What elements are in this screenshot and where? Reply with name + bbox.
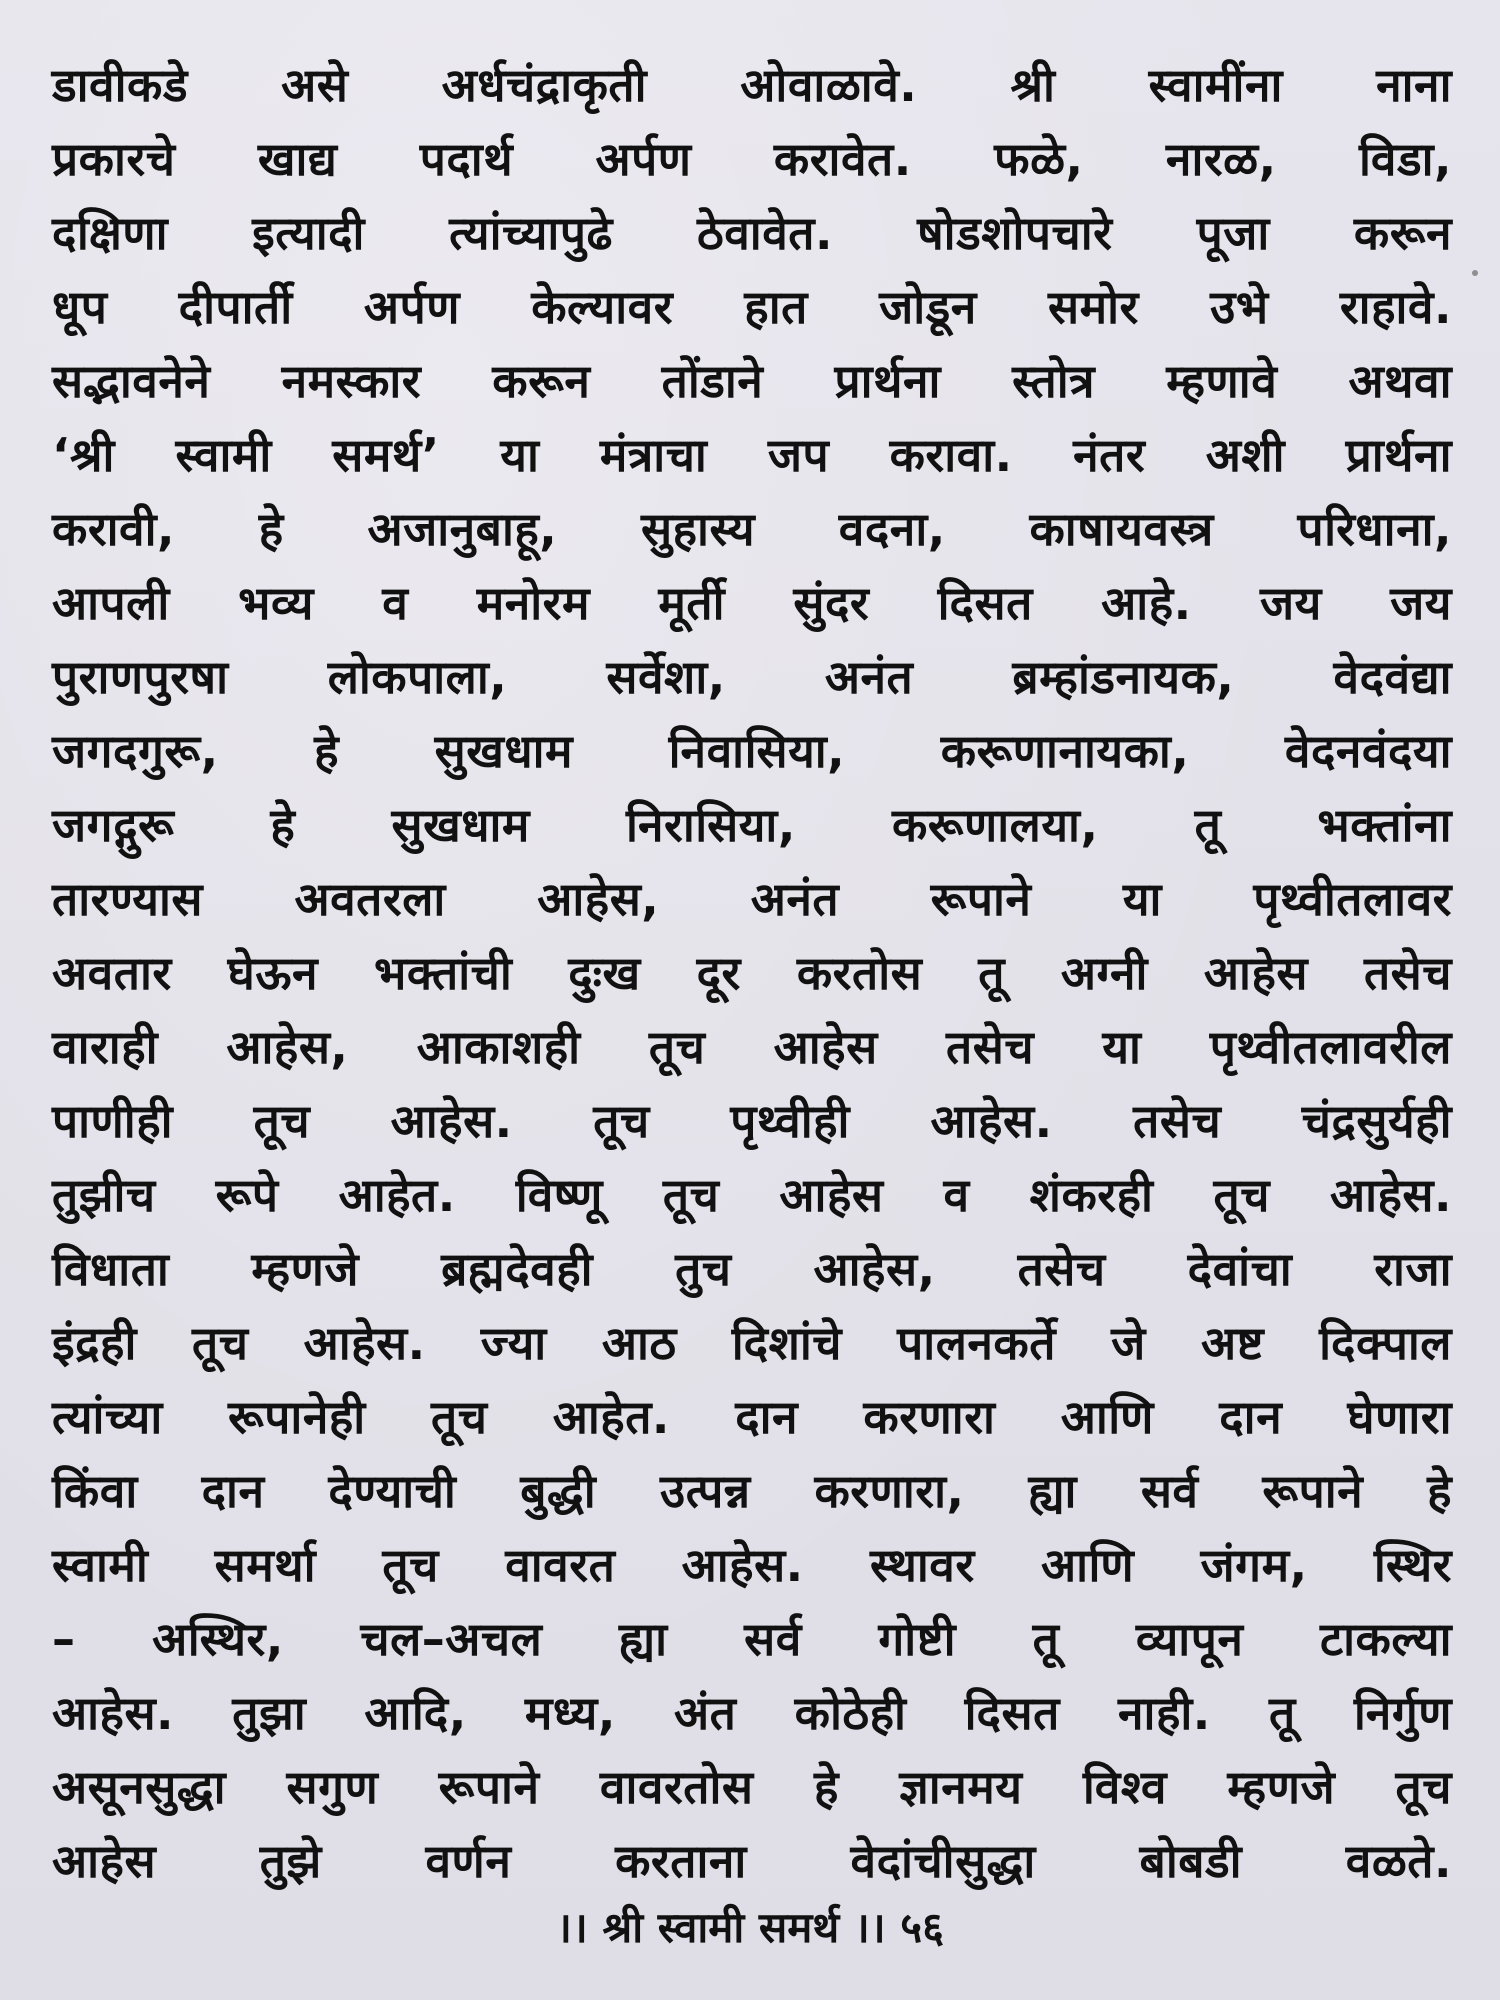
text-line: डावीकडे असे अर्धचंद्राकृती ओवाळावे. श्री स्वामींना नाना	[52, 58, 1452, 112]
text-line: वाराही आहेस, आकाशही तूच आहेस तसेच या पृथ्वीतलावरील	[52, 1020, 1452, 1074]
text-line: इंद्रही तूच आहेस. ज्या आठ दिशांचे पालनकर्ते जे अष्ट दिक्पाल	[52, 1316, 1452, 1370]
text-line: जगदगुरू, हे सुखधाम निवासिया, करूणानायका, वेदनवंदया	[52, 724, 1452, 778]
text-line: स्वामी समर्था तूच वावरत आहेस. स्थावर आणि जंगम, स्थिर	[52, 1538, 1452, 1592]
text-line: तुझीच रूपे आहेत. विष्णू तूच आहेस व शंकरही तूच आहेस.	[52, 1168, 1452, 1222]
text-line: आहेस तुझे वर्णन करताना वेदांचीसुद्धा बोबडी वळते.	[52, 1834, 1452, 1888]
text-line: सद्भावनेने नमस्कार करून तोंडाने प्रार्थना स्तोत्र म्हणावे अथवा	[52, 354, 1452, 408]
text-line: ‘श्री स्वामी समर्थ’ या मंत्राचा जप करावा. नंतर अशी प्रार्थना	[52, 428, 1452, 482]
text-line: पाणीही तूच आहेस. तूच पृथ्वीही आहेस. तसेच चंद्रसुर्यही	[52, 1094, 1452, 1148]
text-line: धूप दीपार्ती अर्पण केल्यावर हात जोडून समोर उभे राहावे.	[52, 280, 1452, 334]
text-line: पुराणपुरषा लोकपाला, सर्वेशा, अनंत ब्रम्हांडनायक, वेदवंद्या	[52, 650, 1452, 704]
page-footer: ।। श्री स्वामी समर्थ ।। ५६	[556, 1903, 944, 1952]
text-line: जगद्गुरू हे सुखधाम निरासिया, करूणालया, तू भक्तांना	[52, 798, 1452, 852]
text-line: प्रकारचे खाद्य पदार्थ अर्पण करावेत. फळे, नारळ, विडा,	[52, 132, 1452, 186]
text-line: आहेस. तुझा आदि, मध्य, अंत कोठेही दिसत नाही. तू निर्गुण	[52, 1686, 1452, 1740]
text-line: तारण्यास अवतरला आहेस, अनंत रूपाने या पृथ्वीतलावर	[52, 872, 1452, 926]
print-speck	[1472, 270, 1478, 276]
text-line: असूनसुद्धा सगुण रूपाने वावरतोस हे ज्ञानमय विश्व म्हणजे तूच	[52, 1760, 1452, 1814]
text-line: करावी, हे अजानुबाहू, सुहास्य वदना, काषायवस्त्र परिधाना,	[52, 502, 1452, 556]
text-line: त्यांच्या रूपानेही तूच आहेत. दान करणारा आणि दान घेणारा	[52, 1390, 1452, 1444]
text-line: दक्षिणा इत्यादी त्यांच्यापुढे ठेवावेत. षोडशोपचारे पूजा करून	[52, 206, 1452, 260]
text-line: अवतार घेऊन भक्तांची दुःख दूर करतोस तू अग्नी आहेस तसेच	[52, 946, 1452, 1000]
text-line: – अस्थिर, चल–अचल ह्या सर्व गोष्टी तू व्यापून टाकल्या	[52, 1612, 1452, 1666]
text-line: आपली भव्य व मनोरम मूर्ती सुंदर दिसत आहे. जय जय	[52, 576, 1452, 630]
text-line: किंवा दान देण्याची बुद्धी उत्पन्न करणारा, ह्या सर्व रूपाने हे	[52, 1464, 1452, 1518]
page-body-text	[52, 48, 1452, 1898]
text-line: विधाता म्हणजे ब्रह्मदेवही तुच आहेस, तसेच देवांचा राजा	[52, 1242, 1452, 1296]
